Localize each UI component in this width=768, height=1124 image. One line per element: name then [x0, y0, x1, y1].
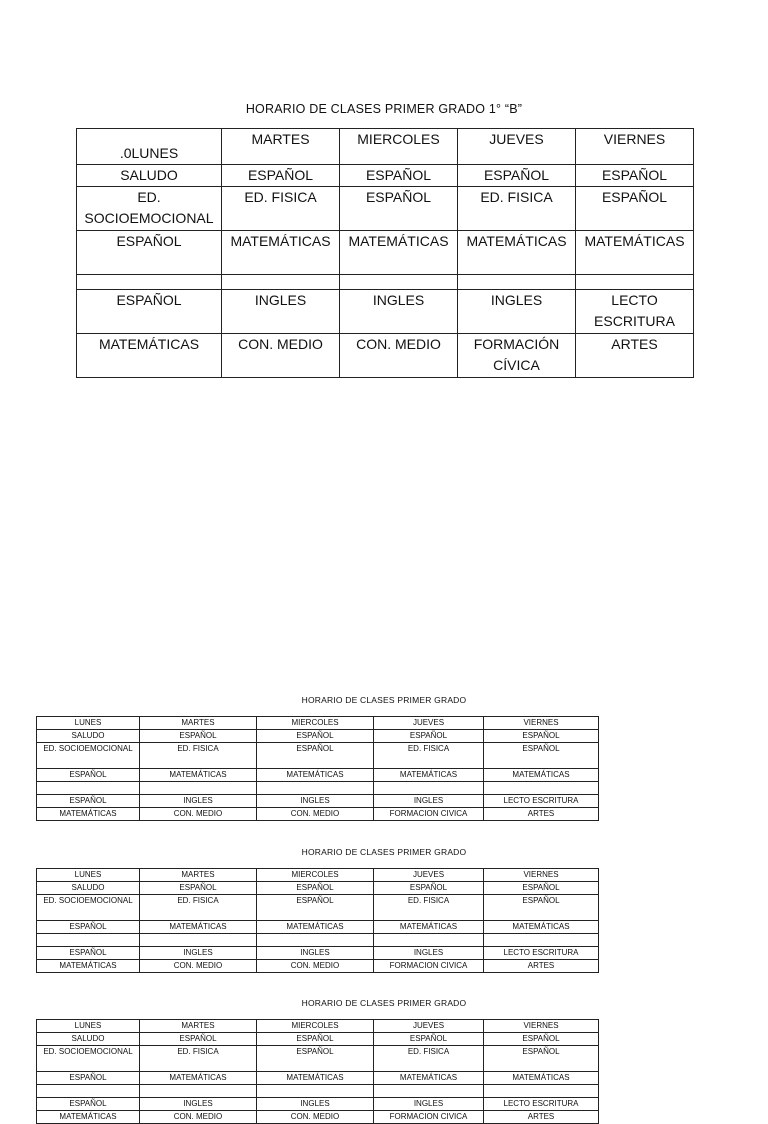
- subject-cell: [340, 275, 458, 290]
- table-row: [37, 782, 599, 795]
- table-row: [37, 743, 599, 769]
- header-row: [37, 1020, 599, 1033]
- table-row: [37, 960, 599, 973]
- subject-cell: INGLES: [374, 1098, 484, 1111]
- subject-cell: ESPAÑOL: [576, 165, 694, 187]
- subject-cell: ARTES: [484, 960, 599, 973]
- subject-cell: ED. FISICA: [140, 1046, 257, 1072]
- subject-cell: INGLES: [140, 947, 257, 960]
- subject-cell: ESPAÑOL: [37, 921, 140, 934]
- table-row: [37, 921, 599, 934]
- subject-cell: [257, 934, 374, 947]
- copy-schedule-title-1: HORARIO DE CLASES PRIMER GRADO: [301, 695, 467, 705]
- day-header-cell: JUEVES: [458, 129, 576, 165]
- subject-cell: ESPAÑOL: [257, 895, 374, 921]
- subject-cell: MATEMÁTICAS: [484, 921, 599, 934]
- table-row: [37, 1111, 599, 1124]
- subject-cell: INGLES: [458, 290, 576, 334]
- subject-cell: MATEMÁTICAS: [257, 921, 374, 934]
- subject-cell: LECTO ESCRITURA: [484, 795, 599, 808]
- table-row: [37, 1085, 599, 1098]
- day-header-cell: .0LUNES: [77, 129, 222, 165]
- subject-cell: INGLES: [222, 290, 340, 334]
- subject-cell: [257, 782, 374, 795]
- day-header-cell: VIERNES: [576, 129, 694, 165]
- day-header-cell: JUEVES: [374, 869, 484, 882]
- subject-cell: MATEMÁTICAS: [37, 1111, 140, 1124]
- copy-schedule-table-2: [36, 868, 599, 973]
- subject-cell: ESPAÑOL: [374, 730, 484, 743]
- subject-cell: SALUDO: [37, 730, 140, 743]
- table-row: [37, 895, 599, 921]
- subject-cell: MATEMÁTICAS: [37, 960, 140, 973]
- subject-cell: CON. MEDIO: [222, 334, 340, 378]
- table-row: [37, 730, 599, 743]
- subject-cell: FORMACION CIVICA: [374, 960, 484, 973]
- subject-cell: ESPAÑOL: [257, 1033, 374, 1046]
- subject-cell: [37, 1085, 140, 1098]
- subject-cell: INGLES: [257, 795, 374, 808]
- subject-cell: ESPAÑOL: [484, 743, 599, 769]
- subject-cell: ED. SOCIOEMOCIONAL: [37, 895, 140, 921]
- subject-cell: ESPAÑOL: [140, 882, 257, 895]
- subject-cell: ESPAÑOL: [257, 743, 374, 769]
- subject-cell: CON. MEDIO: [257, 808, 374, 821]
- table-row: [37, 934, 599, 947]
- subject-cell: MATEMÁTICAS: [37, 808, 140, 821]
- main-schedule-title: HORARIO DE CLASES PRIMER GRADO 1° “B”: [245, 102, 523, 116]
- subject-cell: ESPAÑOL: [77, 231, 222, 275]
- subject-cell: [458, 275, 576, 290]
- subject-cell: ESPAÑOL: [37, 769, 140, 782]
- subject-cell: MATEMÁTICAS: [140, 921, 257, 934]
- day-header-cell: JUEVES: [374, 717, 484, 730]
- header-row: [37, 717, 599, 730]
- subject-cell: ARTES: [576, 334, 694, 378]
- table-row: [77, 290, 694, 334]
- table-row: [37, 882, 599, 895]
- table-row: [77, 187, 694, 231]
- subject-cell: SALUDO: [77, 165, 222, 187]
- subject-cell: CON. MEDIO: [140, 1111, 257, 1124]
- subject-cell: CON. MEDIO: [340, 334, 458, 378]
- subject-cell: MATEMÁTICAS: [484, 1072, 599, 1085]
- subject-cell: ESPAÑOL: [576, 187, 694, 231]
- subject-cell: SALUDO: [37, 1033, 140, 1046]
- subject-cell: [140, 934, 257, 947]
- subject-cell: ESPAÑOL: [257, 1046, 374, 1072]
- subject-cell: ESPAÑOL: [222, 165, 340, 187]
- subject-cell: CON. MEDIO: [257, 1111, 374, 1124]
- copy-schedule-table-1: [36, 716, 599, 821]
- subject-cell: INGLES: [374, 947, 484, 960]
- table-row: [37, 947, 599, 960]
- table-row: [77, 275, 694, 290]
- subject-cell: MATEMÁTICAS: [374, 1072, 484, 1085]
- table-row: [37, 1098, 599, 1111]
- subject-cell: [484, 934, 599, 947]
- subject-cell: ED. FISICA: [140, 743, 257, 769]
- day-header-cell: MARTES: [222, 129, 340, 165]
- subject-cell: [374, 782, 484, 795]
- subject-cell: ESPAÑOL: [374, 1033, 484, 1046]
- subject-cell: MATEMÁTICAS: [340, 231, 458, 275]
- subject-cell: ED. SOCIOEMOCIONAL: [37, 743, 140, 769]
- subject-cell: ESPAÑOL: [484, 895, 599, 921]
- subject-cell: FORMACION CIVICA: [374, 808, 484, 821]
- subject-cell: MATEMÁTICAS: [257, 1072, 374, 1085]
- subject-cell: MATEMÁTICAS: [458, 231, 576, 275]
- subject-cell: [374, 1085, 484, 1098]
- day-header-cell: LUNES: [37, 869, 140, 882]
- table-row: [77, 334, 694, 378]
- day-header-cell: VIERNES: [484, 717, 599, 730]
- day-header-cell: JUEVES: [374, 1020, 484, 1033]
- subject-cell: LECTO ESCRITURA: [484, 947, 599, 960]
- subject-cell: [77, 275, 222, 290]
- subject-cell: ED. SOCIOEMOCIONAL: [77, 187, 222, 231]
- day-header-cell: MIERCOLES: [257, 869, 374, 882]
- subject-cell: SALUDO: [37, 882, 140, 895]
- day-header-cell: MARTES: [140, 1020, 257, 1033]
- table-row: [37, 808, 599, 821]
- subject-cell: [576, 275, 694, 290]
- subject-cell: ED. FISICA: [374, 1046, 484, 1072]
- day-header-cell: VIERNES: [484, 869, 599, 882]
- subject-cell: CON. MEDIO: [257, 960, 374, 973]
- subject-cell: MATEMÁTICAS: [484, 769, 599, 782]
- subject-cell: MATEMÁTICAS: [374, 921, 484, 934]
- subject-cell: ED. SOCIOEMOCIONAL: [37, 1046, 140, 1072]
- subject-cell: [374, 934, 484, 947]
- subject-cell: ED. FISICA: [458, 187, 576, 231]
- subject-cell: INGLES: [340, 290, 458, 334]
- subject-cell: MATEMÁTICAS: [77, 334, 222, 378]
- day-header-cell: LUNES: [37, 717, 140, 730]
- subject-cell: ARTES: [484, 808, 599, 821]
- subject-cell: ESPAÑOL: [484, 1046, 599, 1072]
- table-row: [37, 795, 599, 808]
- subject-cell: [37, 782, 140, 795]
- subject-cell: [140, 1085, 257, 1098]
- subject-cell: ESPAÑOL: [77, 290, 222, 334]
- subject-cell: ESPAÑOL: [37, 1072, 140, 1085]
- subject-cell: ESPAÑOL: [37, 795, 140, 808]
- subject-cell: ESPAÑOL: [458, 165, 576, 187]
- table-row: [77, 165, 694, 187]
- subject-cell: INGLES: [374, 795, 484, 808]
- subject-cell: ARTES: [484, 1111, 599, 1124]
- subject-cell: ESPAÑOL: [257, 882, 374, 895]
- subject-cell: [37, 934, 140, 947]
- subject-cell: CON. MEDIO: [140, 960, 257, 973]
- subject-cell: MATEMÁTICAS: [374, 769, 484, 782]
- day-header-cell: MIERCOLES: [257, 1020, 374, 1033]
- copy-schedule-table-3: [36, 1019, 599, 1124]
- subject-cell: ESPAÑOL: [484, 882, 599, 895]
- table-row: [77, 231, 694, 275]
- subject-cell: ED. FISICA: [222, 187, 340, 231]
- day-header-cell: MIERCOLES: [257, 717, 374, 730]
- subject-cell: FORMACIÓN CÍVICA: [458, 334, 576, 378]
- subject-cell: ESPAÑOL: [140, 730, 257, 743]
- copy-schedule-title-2: HORARIO DE CLASES PRIMER GRADO: [301, 847, 467, 857]
- subject-cell: ESPAÑOL: [340, 165, 458, 187]
- table-row: [37, 1033, 599, 1046]
- day-header-cell: MARTES: [140, 869, 257, 882]
- table-row: [37, 769, 599, 782]
- subject-cell: ED. FISICA: [140, 895, 257, 921]
- subject-cell: ESPAÑOL: [257, 730, 374, 743]
- subject-cell: [484, 1085, 599, 1098]
- subject-cell: ESPAÑOL: [140, 1033, 257, 1046]
- subject-cell: FORMACION CIVICA: [374, 1111, 484, 1124]
- subject-cell: INGLES: [257, 947, 374, 960]
- day-header-cell: MARTES: [140, 717, 257, 730]
- copy-schedule-title-3: HORARIO DE CLASES PRIMER GRADO: [301, 998, 467, 1008]
- subject-cell: ESPAÑOL: [484, 730, 599, 743]
- subject-cell: MATEMÁTICAS: [222, 231, 340, 275]
- subject-cell: INGLES: [140, 795, 257, 808]
- subject-cell: [222, 275, 340, 290]
- header-row: [77, 129, 694, 165]
- table-row: [37, 1046, 599, 1072]
- subject-cell: INGLES: [257, 1098, 374, 1111]
- header-row: [37, 869, 599, 882]
- subject-cell: MATEMÁTICAS: [576, 231, 694, 275]
- subject-cell: INGLES: [140, 1098, 257, 1111]
- subject-cell: ED. FISICA: [374, 895, 484, 921]
- subject-cell: ESPAÑOL: [374, 882, 484, 895]
- main-schedule-table: [76, 128, 694, 378]
- subject-cell: ESPAÑOL: [37, 1098, 140, 1111]
- subject-cell: MATEMÁTICAS: [257, 769, 374, 782]
- subject-cell: [140, 782, 257, 795]
- day-header-cell: LUNES: [37, 1020, 140, 1033]
- subject-cell: LECTO ESCRITURA: [484, 1098, 599, 1111]
- table-row: [37, 1072, 599, 1085]
- subject-cell: LECTO ESCRITURA: [576, 290, 694, 334]
- subject-cell: [257, 1085, 374, 1098]
- subject-cell: ED. FISICA: [374, 743, 484, 769]
- day-header-cell: MIERCOLES: [340, 129, 458, 165]
- subject-cell: ESPAÑOL: [340, 187, 458, 231]
- subject-cell: ESPAÑOL: [37, 947, 140, 960]
- subject-cell: MATEMÁTICAS: [140, 769, 257, 782]
- subject-cell: CON. MEDIO: [140, 808, 257, 821]
- subject-cell: [484, 782, 599, 795]
- subject-cell: ESPAÑOL: [484, 1033, 599, 1046]
- subject-cell: MATEMÁTICAS: [140, 1072, 257, 1085]
- day-header-cell: VIERNES: [484, 1020, 599, 1033]
